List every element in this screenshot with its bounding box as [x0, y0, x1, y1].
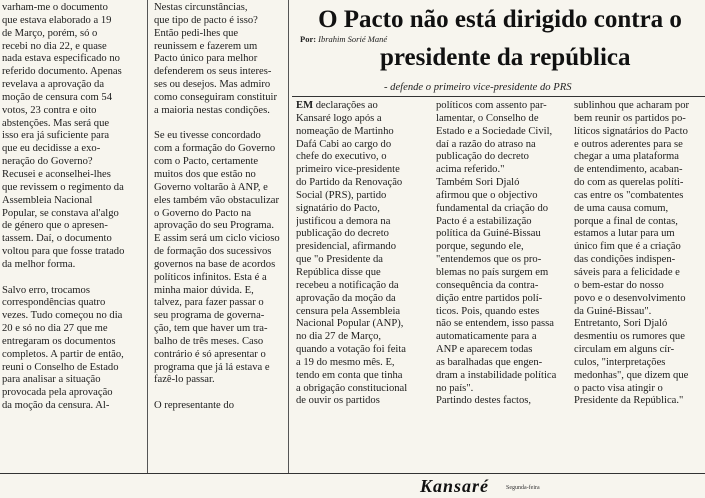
page-footer: [0, 473, 705, 498]
column-2-text: Nestas circunstâncias, que tipo de pacto é isso? Então pedi-lhes que reunissem e fazerem um Pacto único para melhor defenderem os seus interes- ses ou desejos. Mas admiro como conseguiram constituir a maioria nestas condições. Se eu tivesse concordado com a formação do Governo com o Pacto, certamente muitos dos que estão no Governo voltarão à ANP, e eles também vão obstaculizar o Governo do Pacto na aprovação do seu Programa. E assim será um ciclo vicioso de formação dos sucessivos governos na base de acordos políticos infinitos. Esta é a minha maior dúvida. E, talvez, para fazer passar o seu programa de governa- ção, tem que haver um tra- balho de três meses. Caso contrário é só apresentar o programa que já lá estava e fazê-lo passar. O representante do: [154, 2, 280, 412]
headline-rule: [292, 96, 705, 97]
column-3-body: declarações ao Kansaré logo após a nomeação de Martinho Dafá Cabi ao cargo do chefe do executivo, o primeiro vice-presidente do Partido da Renovação Social (PRS), partido signatário do Pacto, justificou a demora na publicação do decreto presidencial, afirmando que "o Presidente da República disse que recebeu a notificação da aprovação da moção da censura pela Assembleia Nacional Popular (ANP), no dia 27 de Março, quando a votação foi feita a 19 do mesmo mês. E, tendo em conta que tinha a obrigação constitucional de ouvir os partidos: [296, 100, 408, 407]
headline-line-2: presidente da república: [380, 44, 631, 71]
byline-prefix: Por:: [300, 34, 317, 44]
byline: [300, 34, 387, 44]
column-rule: [288, 0, 289, 473]
logo-subtitle: Segunda-feira: [506, 485, 540, 491]
column-5-text: sublinhou que acharam por bem reunir os partidos po- líticos signatários do Pacto e outros aderentes para se chegar a uma plataforma de entendimento, acaban- do com as querelas políti- cas entre os "combatentes de uma causa comum, porque a final de contas, estamos a lutar para um único fim que é a criação das condições indispen- sáveis para a felicidade e o bem-estar do nosso povo e o desenvolvimento da Guiné-Bissau". Entretanto, Sori Djaló desmentiu os rumores que circulam em alguns cír- culos, "interpretações medonhas", que dizem que o pacto visa atingir o Presidente da República.": [574, 100, 690, 407]
text-column-3: [296, 100, 429, 470]
byline-author: Ibrahim Sorié Mané: [318, 34, 388, 44]
column-4-text: políticos com assento par- lamentar, o Conselho de Estado e a Sociedade Civil, daí a razão do atraso na publicação do decreto acima referido." Também Sori Djaló afirmou que o objectivo fundamental da criação do Pacto é a estabilização política da Guiné-Bissau porque, segundo ele, "entendemos que os pro- blemas no país surgem em consequência da contra- dição entre partidos polí- ticos. Pois, quando estes não se entendem, isso passa automaticamente para a ANP e aparecem todas as baralhadas que engen- dram a instabilidade política no país". Partindo destes factos,: [436, 100, 557, 407]
column-1-text: varham-me o documento que estava elaborado a 19 de Março, porém, só o recebi no dia 22, e quase nada estava especificado no referido documento. Apenas revelava a aprovação da moção de censura com 54 votos, 23 contra e oito abstenções. Mas será que isso era já suficiente para que eu decidisse a exo- neração do Governo? Recusei e aconselhei-lhes que revissem o regimento da Assembleia Nacional Popular, se constava al'algo de género que o apresen- tassem. Daí, o documento voltou para que fosse tratado da melhor forma. Salvo erro, trocamos correspondências quatro vezes. Tudo começou no dia 20 e só no dia 27 que me entregaram os documentos completos. A partir de então, reuni o Conselho de Estado para analisar a situação provocada pela aprovação da moção da censura. Al-: [2, 2, 125, 412]
column-3-text: [296, 100, 429, 408]
text-column-2: [154, 2, 282, 470]
headline-line-1: O Pacto não está dirigido contra o: [318, 6, 682, 33]
text-column-4: [436, 100, 566, 470]
text-column-1: [2, 2, 140, 470]
lead-word: EM: [296, 100, 314, 111]
column-rule: [147, 0, 148, 473]
text-column-5: [574, 100, 703, 470]
subheadline: - defende o primeiro vice-presidente do PRS: [384, 82, 572, 93]
newspaper-logo: Kansaré: [420, 476, 490, 496]
